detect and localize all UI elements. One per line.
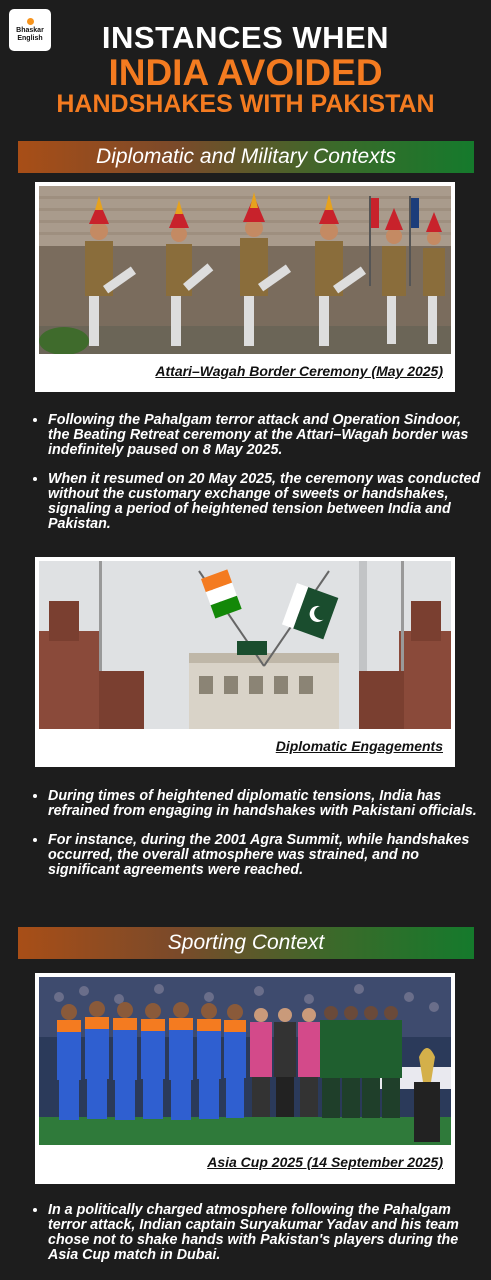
- attari-wagah-ceremony-image: [39, 186, 451, 354]
- header-title-line-3: HANDSHAKES WITH PAKISTAN: [56, 90, 435, 118]
- bullet-list-diplomatic: [30, 789, 486, 892]
- bullet-list-attari-wagah: [30, 413, 486, 546]
- diplomatic-flags-image: [39, 561, 451, 729]
- header-title-line-2: INDIA AVOIDED: [108, 52, 383, 93]
- list-item: • During times of heightened diplomatic tensions, India has refrained from engaging in handshakes with Pakistani officials.: [48, 789, 486, 819]
- photo-card-diplomatic: [35, 557, 455, 767]
- section-banner-sporting: Sporting Context: [18, 927, 474, 959]
- photo-caption: Diplomatic Engagements: [275, 738, 443, 754]
- list-item: • Following the Pahalgam terror attack and Operation Sindoor, the Beating Retreat ceremony at the Attari–Wagah border was indefinitely paused on 8 May 2025.: [48, 413, 486, 458]
- brand-line-2: English: [17, 34, 43, 42]
- list-item: • In a politically charged atmosphere following the Pahalgam terror attack, Indian captain Suryakumar Yadav and his team chose not to shake hands with Pakistan's players during the Asia Cup match in Dubai.: [48, 1203, 486, 1263]
- photo-card-asia-cup: [35, 973, 455, 1184]
- list-item: • For instance, during the 2001 Agra Summit, while handshakes occurred, the overall atmosphere was strained, and no significant agreements were reached.: [48, 833, 486, 878]
- photo-caption: Asia Cup 2025 (14 September 2025): [207, 1154, 443, 1170]
- photo-card-attari-wagah: [35, 182, 455, 392]
- brand-line-1: Bhaskar: [16, 26, 44, 34]
- photo-caption: Attari–Wagah Border Ceremony (May 2025): [155, 363, 443, 379]
- list-item: • When it resumed on 20 May 2025, the ceremony was conducted without the customary exchange of sweets or handshakes, signaling a period of heightened tension between India and Pakistan.: [48, 472, 486, 532]
- section-banner-diplomatic: Diplomatic and Military Contexts: [18, 141, 474, 173]
- bullet-list-asia-cup: [30, 1203, 486, 1277]
- asia-cup-teams-image: [39, 977, 451, 1145]
- header-title-line-1: INSTANCES WHEN: [101, 20, 390, 55]
